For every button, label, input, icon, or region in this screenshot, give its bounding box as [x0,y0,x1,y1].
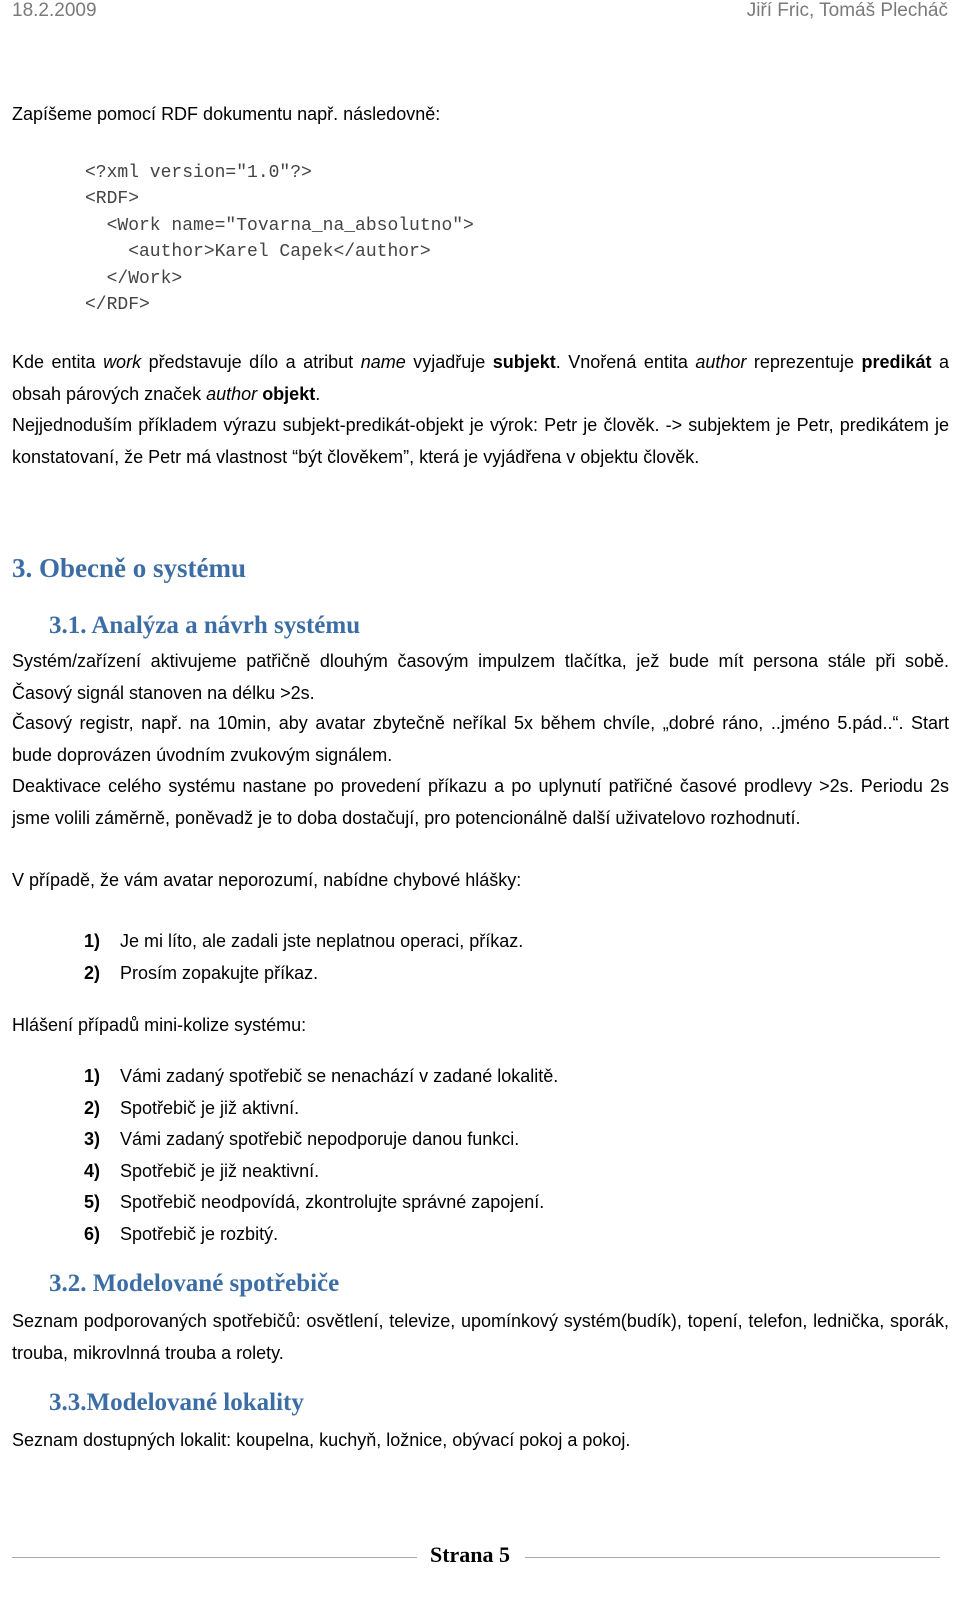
list-item: 6) Spotřebič je rozbitý. [84,1223,279,1244]
list-item: 1) Je mi líto, ale zadali jste neplatnou operaci, příkaz. [84,931,524,951]
list-item: 5) Spotřebič neodpovídá, zkontrolujte správné zapojení. [84,1192,545,1212]
deactivation-paragraph: Deaktivace celého systému nastane po provedení příkazu a po uplynutí patřičné časové prodlevy >2s. Periodu 2s jsme volili záměrně, poněvadž je to doba dostačují, pro potencionálně další uživatelovo rozhodnutí. [12,776,949,828]
collisions-intro: Hlášení případů mini-kolize systému: [12,1015,307,1035]
header-authors: Jiří Fric, Tomáš Plecháč [746,0,948,21]
code-line: <author>Karel Capek</author> [85,242,431,263]
explanation-paragraph: Kde entita work představuje dílo a atribut name vyjadřuje subjekt. Vnořená entita author reprezentuje predikát a obsah párových značek author objekt. [12,352,950,404]
code-line: <?xml version="1.0"?> [85,163,312,183]
appliances-paragraph: Seznam podporovaných spotřebičů: osvětlení, televize, upomínkový systém(budík), topení, telefon, lednička, sporák, trouba, mikrovlnná trouba a rolety. [12,1311,949,1363]
list-item: 2) Prosím zopakujte příkaz. [84,962,319,983]
error-intro-paragraph: V případě, že vám avatar neporozumí, nabídne chybové hlášky: [12,870,522,890]
section-3-1-heading: 3.1. Analýza a návrh systému [49,612,361,639]
list-item: 1) Vámi zadaný spotřebič se nenachází v zadané lokalitě. [84,1066,559,1086]
example-paragraph: Nejjednoduším příkladem výrazu subjekt-predikát-objekt je výrok: Petr je člověk. -> subjektem je Petr, predikátem je konstatovaní, že Petr má vlastnost “být člověkem”, která je vyjádřena v objektu člověk. [12,415,949,467]
list-item: 2) Spotřebič je již aktivní. [84,1097,300,1118]
code-line: </RDF> [85,295,150,316]
activation-paragraph: Systém/zařízení aktivujeme patřičně dlouhým časovým impulzem tlačítka, jež bude mít persona stále při sobě. Časový signál stanoven na délku >2s. [12,651,949,703]
section-3-3-heading: 3.3.Modelované lokality [49,1389,304,1416]
list-item: 3) Vámi zadaný spotřebič nepodporuje danou funkci. [84,1129,520,1149]
collision-messages-list [84,1061,558,1250]
header-date: 18.2.2009 [12,0,97,21]
section-3-heading: 3. Obecně o systému [12,553,246,583]
code-line: <Work name="Tovarna_na_absolutno"> [85,215,474,236]
timer-paragraph: Časový registr, např. na 10min, aby avatar zbytečně neříkal 5x během chvíle, „dobré ráno, ..jméno 5.pád..“. Start bude doprovázen úvodním zvukovým signálem. [12,713,949,765]
intro-paragraph: Zapíšeme pomocí RDF dokumentu např. následovně: [12,104,441,124]
list-item: 4) Spotřebič je již neaktivní. [84,1160,320,1181]
page-number: Strana 5 [429,1542,511,1567]
code-line: </Work> [85,268,183,289]
rdf-code-block [85,160,474,318]
locations-paragraph: Seznam dostupných lokalit: koupelna, kuchyň, ložnice, obývací pokoj a pokoj. [12,1430,631,1450]
section-3-2-heading: 3.2. Modelované spotřebiče [49,1270,340,1297]
error-messages-list [84,926,523,989]
code-line: <RDF> [85,189,140,210]
